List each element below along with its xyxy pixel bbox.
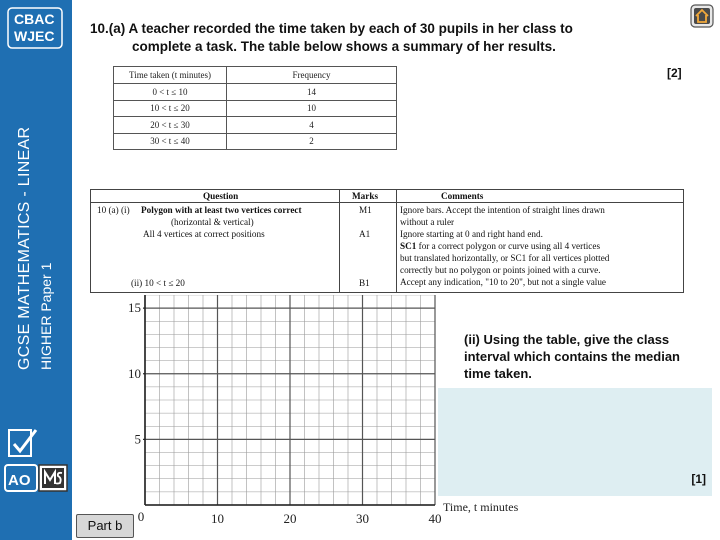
mark-scheme-table: [90, 189, 684, 293]
ms-mark-m1: M1: [359, 205, 372, 215]
table-row: [114, 133, 397, 150]
ms-answer-a-line2: (horizontal & vertical): [171, 217, 254, 227]
interval-cell: 0 < t ≤ 10: [114, 84, 227, 101]
ms-comment: but translated horizontally, or SC1 for all vertices plotted: [400, 253, 610, 263]
ms-answer-a-line1: Polygon with at least two vertices correct: [141, 205, 302, 215]
interval-cell: 30 < t ≤ 40: [114, 133, 227, 150]
table-row: [114, 100, 397, 117]
question-title-line2: complete a task. The table below shows a summary of her results.: [132, 39, 556, 54]
frequency-cell: 10: [227, 100, 397, 117]
ms-answer-b: (ii) 10 < t ≤ 20: [131, 278, 185, 288]
x-tick-label: 30: [356, 511, 369, 526]
y-tick-label: 10: [128, 365, 141, 381]
ms-comment: without a ruler: [400, 217, 455, 227]
ms-mark-b1: B1: [359, 278, 370, 288]
col-header-time: Time taken (t minutes): [114, 67, 227, 84]
marks-part-b: [1]: [691, 472, 706, 486]
table-header-row: [114, 67, 397, 84]
x-tick-label: 10: [211, 511, 224, 526]
ms-comment: Accept any indication, "10 to 20", but not a single value: [400, 277, 607, 287]
ms-header-question: Question: [203, 191, 239, 201]
sidebar: [0, 0, 72, 540]
table-row: [114, 117, 397, 134]
svg-text:AO: AO: [8, 472, 31, 489]
aol-icon[interactable]: [4, 464, 38, 498]
ms-header-comments: Comments: [441, 191, 484, 201]
ms-divider: [339, 190, 340, 292]
part-b-question: (ii) Using the table, give the class interval which contains the median time taken.: [464, 332, 680, 381]
logo-line2: WJEC: [14, 28, 55, 44]
mark-scheme-icon[interactable]: [6, 426, 40, 460]
interval-cell: 10 < t ≤ 20: [114, 100, 227, 117]
home-icon[interactable]: [690, 4, 714, 28]
ms-comment: Ignore starting at 0 and right hand end.: [400, 229, 543, 239]
col-header-frequency: Frequency: [227, 67, 397, 84]
ms-comment: correctly but no polygon or points joined with a curve.: [400, 265, 601, 275]
frequency-table: [113, 66, 397, 150]
part-b-button[interactable]: Part b: [76, 514, 134, 538]
question-title-line1: 10.(a) A teacher recorded the time taken by each of 30 pupils in her class to: [90, 21, 573, 36]
x-tick-label: 40: [428, 511, 442, 526]
x-tick-label: 0: [137, 509, 145, 524]
ms-comment: [400, 241, 600, 252]
frequency-cell: 2: [227, 133, 397, 150]
interval-cell: 20 < t ≤ 30: [114, 117, 227, 134]
paper-title: HIGHER Paper 1: [38, 262, 54, 370]
wjec-logo: [6, 6, 64, 50]
table-row: [114, 84, 397, 101]
frequency-cell: 4: [227, 117, 397, 134]
ms-comment-sc1: SC1: [400, 241, 417, 251]
y-tick-label: 15: [128, 300, 141, 316]
logo-line1: CBAC: [14, 11, 55, 27]
ms-comment-text: for a correct polygon or curve using all 4 vertices: [416, 241, 601, 251]
ms-comment: Ignore bars. Accept the intention of straight lines drawn: [400, 205, 605, 215]
ms-question-number: 10 (a) (i): [97, 205, 130, 215]
marks-part-a: [2]: [667, 66, 682, 80]
course-title: GCSE MATHEMATICS - LINEAR: [16, 126, 33, 370]
mark-scheme-header: [91, 190, 683, 203]
marking-notes-icon[interactable]: [38, 464, 72, 498]
question-title: [90, 20, 650, 56]
x-tick-label: 20: [283, 511, 297, 526]
ms-divider: [396, 190, 397, 292]
frequency-cell: 14: [227, 84, 397, 101]
ms-header-marks: Marks: [352, 191, 379, 201]
answer-box[interactable]: [438, 388, 712, 496]
y-tick-label: 5: [134, 431, 141, 447]
x-axis-label: Time, t minutes: [443, 500, 519, 514]
ms-answer-a-line3: All 4 vertices at correct positions: [143, 229, 265, 239]
ms-mark-a1: A1: [359, 229, 371, 239]
